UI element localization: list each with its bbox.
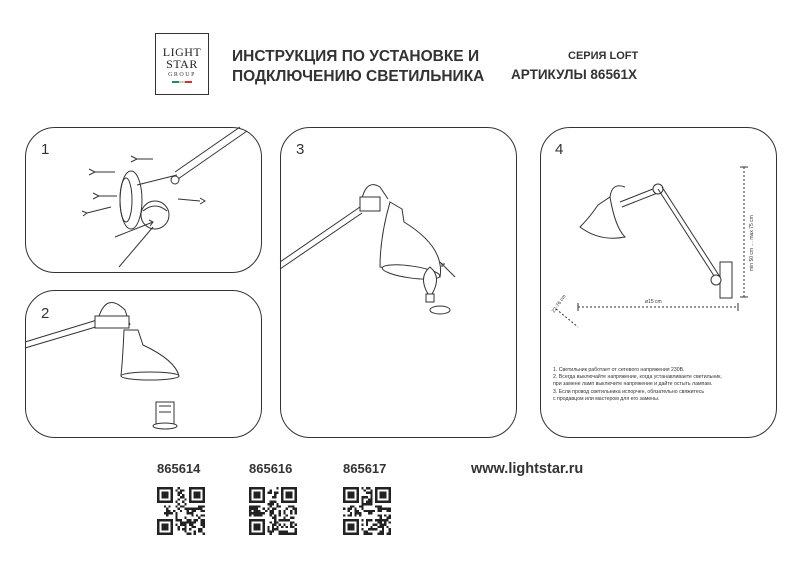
articles-label: АРТИКУЛЫ 86561X <box>511 67 637 82</box>
document-title <box>232 47 484 87</box>
title-line-1: ИНСТРУКЦИЯ ПО УСТАНОВКЕ И <box>232 48 480 65</box>
note-line: при замене ламп выключите напряжение и дайте остыть лампам. <box>553 381 713 388</box>
note-line: 2. Всегда выключайте напряжение, когда устанавливаете светильник, <box>553 374 722 381</box>
qr-code-icon <box>249 487 297 535</box>
step-1-illustration <box>25 127 262 273</box>
step-number-3: 3 <box>296 141 305 158</box>
qr-code-icon <box>343 487 391 535</box>
logo-flag-icon <box>172 81 192 83</box>
product-code-1: 865614 <box>157 461 201 476</box>
qr-code-icon <box>157 487 205 535</box>
logo-line-2: STAR <box>166 56 198 71</box>
dimension-depth: 22-76 cm <box>550 293 568 315</box>
title-line-2: ПОДКЛЮЧЕНИЮ СВЕТИЛЬНИКА <box>232 68 485 85</box>
logo-line-1: LIGHT <box>162 44 202 59</box>
website-link[interactable]: www.lightstar.ru <box>471 461 584 477</box>
series-label: СЕРИЯ LOFT <box>568 50 639 62</box>
step-number-1: 1 <box>41 141 50 158</box>
step-number-2: 2 <box>41 305 50 322</box>
step-3-illustration <box>280 127 517 438</box>
note-line: 3. Если провод светильника испорчен, обязательно свяжитесь <box>553 388 705 395</box>
product-code-2: 865616 <box>249 461 293 476</box>
dimension-width: ø15 cm <box>645 299 662 305</box>
note-line: с продавцом или мастером для его замены. <box>553 395 660 402</box>
step-2-illustration <box>25 290 262 438</box>
safety-notes <box>553 367 778 403</box>
note-line: 1. Светильник работает от сетевого напряжения 230В. <box>553 367 685 373</box>
logo <box>155 33 209 95</box>
step-number-4: 4 <box>555 141 564 158</box>
product-code-3: 865617 <box>343 461 387 476</box>
logo-line-3: GROUP <box>168 71 196 78</box>
dimension-height: min 50 cm .... max 75 cm <box>749 215 755 271</box>
